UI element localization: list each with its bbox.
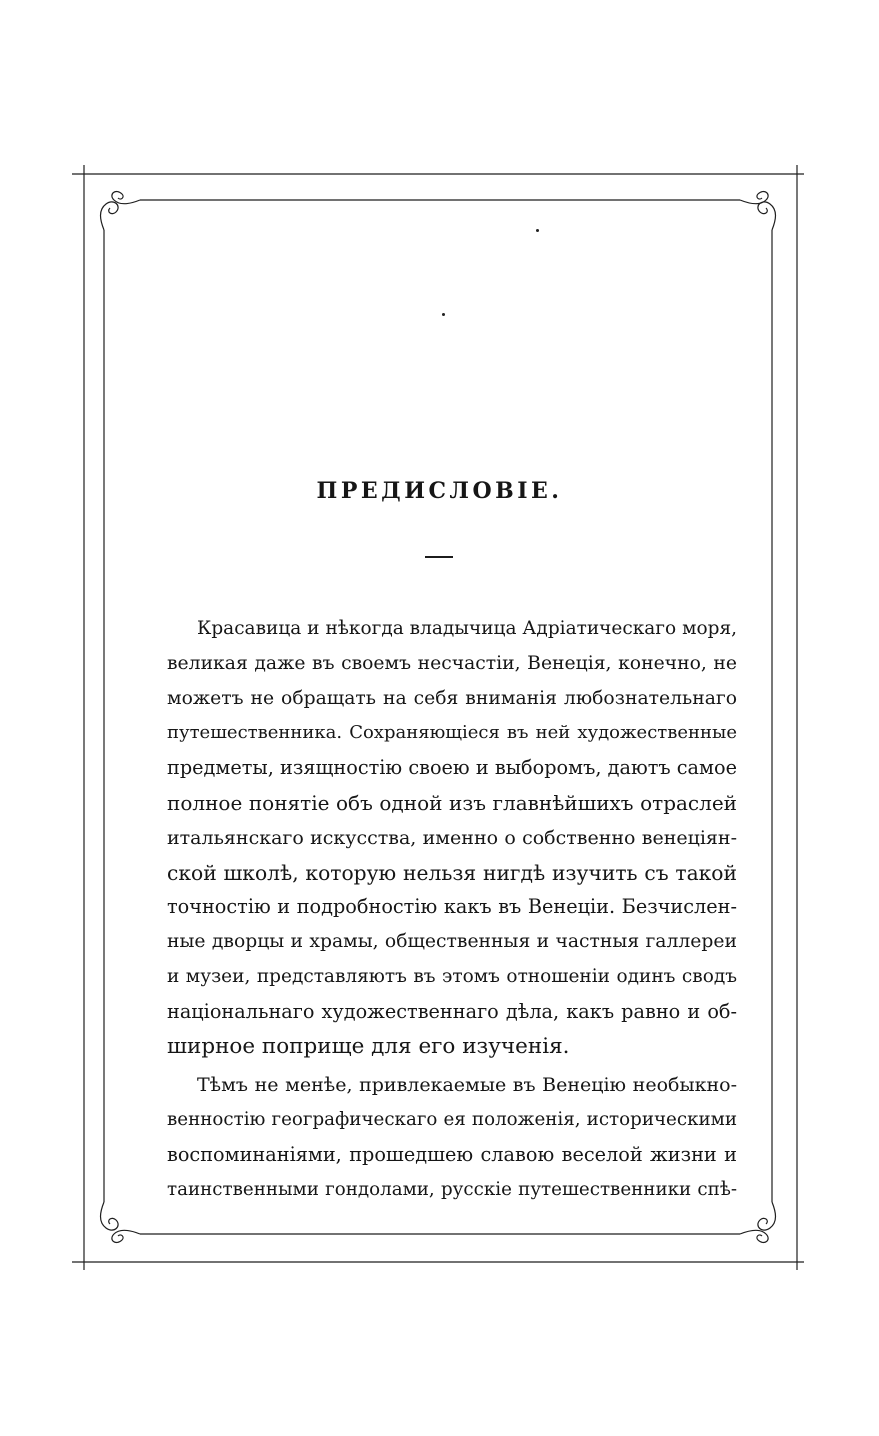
text-line: полное понятіе объ одной изъ главнѣйшихъ отраслей — [167, 790, 737, 815]
text-line: точностію и подробностію какъ въ Венеціи. Безчислен- — [167, 895, 737, 919]
print-speck — [536, 229, 539, 232]
paragraph — [137, 612, 737, 1064]
text-line: ширное поприще для его изученія. — [167, 1033, 570, 1059]
text-line: Тѣмъ не менѣе, привлекаемые въ Венецію необыкно- — [197, 1074, 737, 1097]
text-line: и музеи, представляютъ въ этомъ отношеніи одинъ сводъ — [167, 965, 737, 987]
text-line: воспоминаніями, прошедшею славою веселой жизни и — [167, 1142, 737, 1166]
page-title: ПРЕДИСЛОВІЕ. — [316, 478, 563, 504]
text-line: великая даже въ своемъ несчастіи, Венеція, конечно, не — [167, 652, 737, 674]
corner-flourish-icon — [740, 192, 776, 230]
print-speck — [442, 313, 445, 316]
text-line: предметы, изящностію своею и выборомъ, даютъ самое — [167, 756, 737, 780]
text-line: путешественника. Сохраняющіеся въ ней художественные — [167, 722, 737, 744]
preface-text — [137, 612, 737, 1212]
text-line: Красавица и нѣкогда владычица Адріатическаго моря, — [197, 618, 737, 639]
title-separator — [425, 556, 453, 558]
corner-flourish-icon — [101, 1202, 141, 1242]
paragraph — [137, 1068, 737, 1207]
text-line: можетъ не обращать на себя вниманія любознательнаго — [167, 687, 737, 709]
text-line: національнаго художественнаго дѣла, какъ равно и об- — [167, 999, 737, 1023]
text-line: ные дворцы и храмы, общественныя и частныя галлереи — [167, 931, 737, 953]
corner-flourish-icon — [101, 192, 141, 230]
text-line: итальянскаго искусства, именно о собственно венеціян- — [167, 826, 737, 849]
corner-flourish-icon — [740, 1202, 776, 1242]
text-line: таинственными гондолами, русскіе путешественники спѣ- — [167, 1178, 737, 1200]
text-line: ской школѣ, которую нельзя нигдѣ изучить съ такой — [167, 860, 737, 885]
text-line: венностію географическаго ея положенія, историческими — [167, 1109, 737, 1131]
